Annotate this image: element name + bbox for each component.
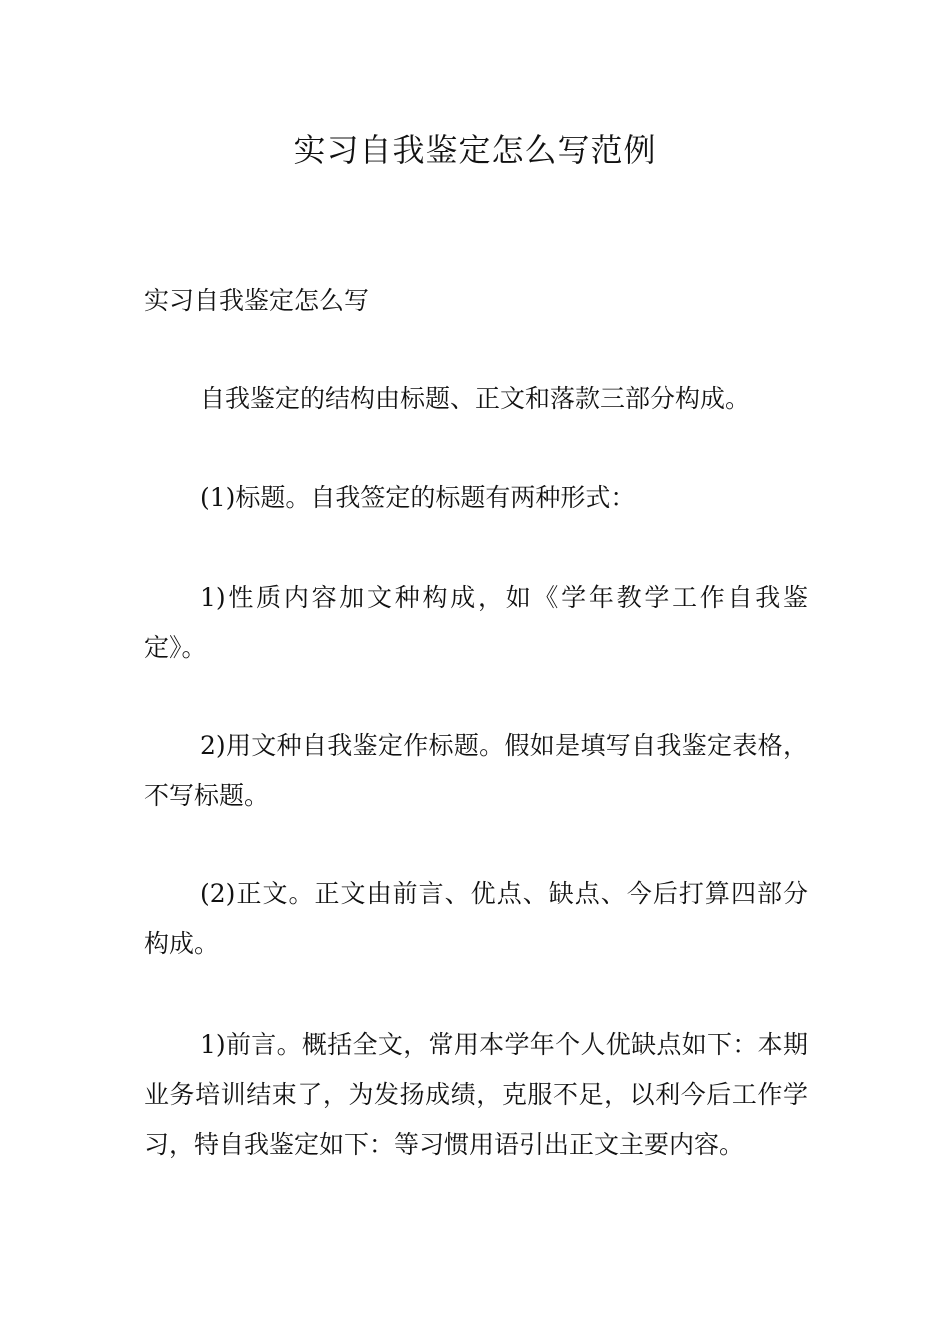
document-title: 实习自我鉴定怎么写范例 bbox=[293, 131, 657, 169]
paragraph-title-forms: (1)标题。自我签定的标题有两种形式： bbox=[200, 483, 636, 512]
paragraph-title-form-2: 2)用文种自我鉴定作标题。假如是填写自我鉴定表格，不写标题。 bbox=[144, 731, 808, 810]
paragraph-body-structure: (2)正文。正文由前言、优点、缺点、今后打算四部分构成。 bbox=[144, 879, 808, 958]
paragraph-title-form-1: 1)性质内容加文种构成，如《学年教学工作自我鉴定》。 bbox=[144, 583, 808, 662]
section-heading: 实习自我鉴定怎么写 bbox=[144, 286, 370, 315]
paragraph-preface: 1)前言。概括全文，常用本学年个人优缺点如下：本期业务培训结束了，为发扬成绩，克服不足，以利今后工作学习，特自我鉴定如下：等习惯用语引出正文主要内容。 bbox=[144, 1030, 808, 1159]
paragraph-structure: 自我鉴定的结构由标题、正文和落款三部分构成。 bbox=[200, 384, 751, 413]
